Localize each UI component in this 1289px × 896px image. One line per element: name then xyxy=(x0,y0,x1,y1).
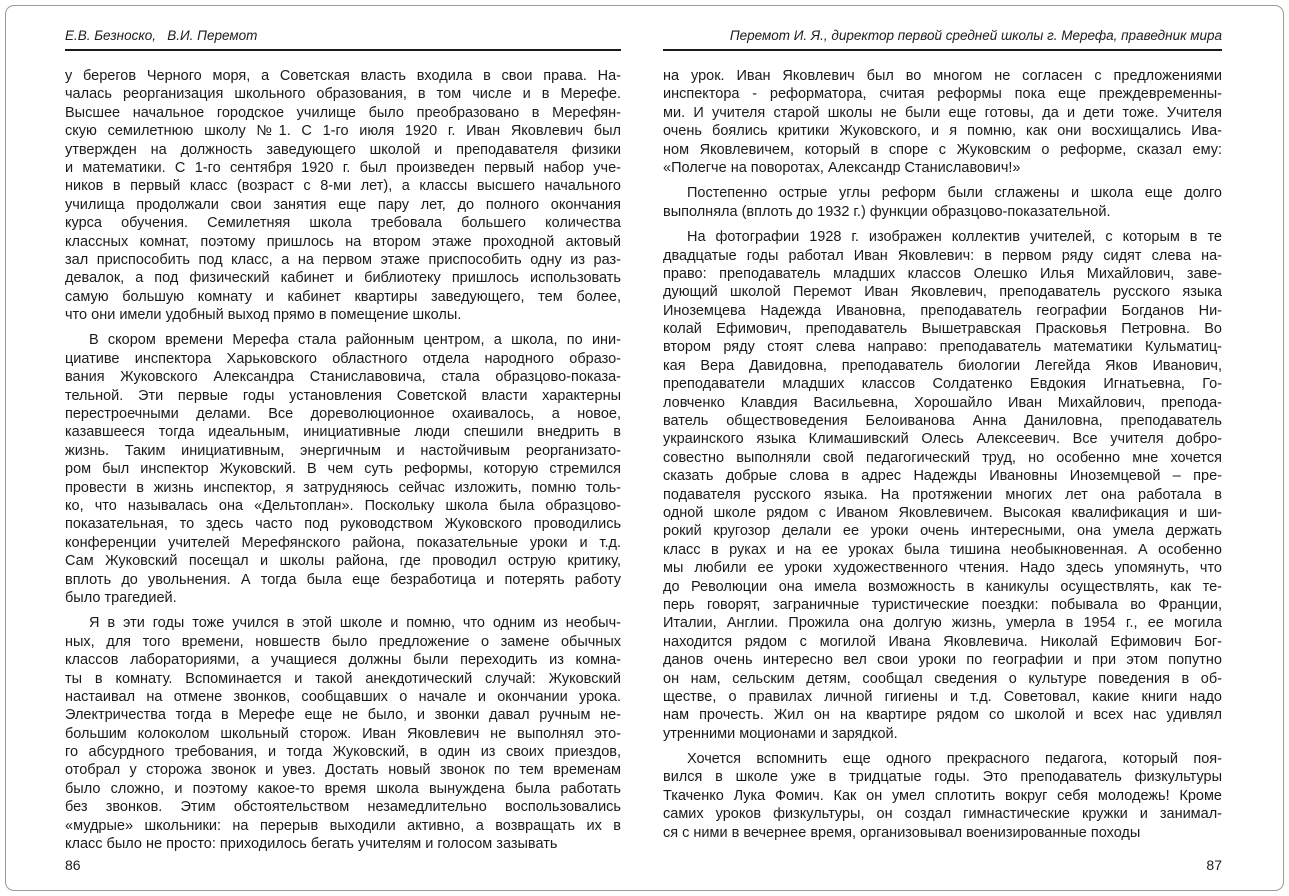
text-line: находится рядом с могилой Ивана Яковлевича. Николай Ефимович Бог- xyxy=(663,633,1222,650)
text-line: скую семилетнюю школу №1. С 1-го июля 1920 г. Иван Яковлевич был xyxy=(65,123,621,140)
paragraph xyxy=(663,750,1222,842)
text-line: «мудрые» школьники: на перерыв выходили активно, а возвращать их в xyxy=(65,817,621,834)
text-line: перь говорят, заграничные туристические поездки: побывала во Франции, xyxy=(663,596,1222,613)
text-line: ми. И учителя старой школы не были еще готовы, да и дети тоже. Учителя xyxy=(663,104,1222,121)
text-line: инспектора - реформатора, считая реформы пока еще преждевременны- xyxy=(663,86,1222,103)
text-line: кая Вера Давидовна, преподаватель биологии Легейда Яков Иванович, xyxy=(663,357,1222,374)
text-line: право: преподаватель младших классов Олешко Илья Михайлович, заве- xyxy=(663,265,1222,282)
text-line: подавателя русского языка. На протяжении многих лет она работала в xyxy=(663,486,1222,503)
text-line: Высшее начальное городское училище было преобразовано в Мерефян- xyxy=(65,104,621,121)
text-line: колай Ефимович, преподаватель Вышетравская Прасковья Петровна. Во xyxy=(663,321,1222,338)
text-line: было трагедией. xyxy=(65,589,177,606)
text-line: жизнь. Таким инициативным, энергичным и настойчивым реорганизато- xyxy=(65,442,621,459)
text-line: Постепенно острые углы реформ были сглажены и школа еще долго xyxy=(687,185,1222,202)
text-line: Сам Жуковский посещал и школы района, где проводил острую критику, xyxy=(65,553,621,570)
header-rule-right xyxy=(663,49,1222,51)
text-line: ников в первый класс (возраст с 8-ми лет), а классы высшего начального xyxy=(65,178,621,195)
text-line: ся с ними в вечернее время, организовывал военизированные походы xyxy=(663,824,1141,841)
text-line: класс было не просто: приходилось бегать учителям и голосом зазывать xyxy=(65,836,558,853)
running-head-left: Е.В. Безноско, В.И. Перемот xyxy=(65,28,258,43)
text-line: тельной. Эти первые годы установления Советской власти характерны xyxy=(65,387,621,404)
header-rule-left xyxy=(65,49,621,51)
page-right-body xyxy=(663,67,1222,842)
text-line: втором ряду стоят слева направо: преподаватель математики Кульматиц- xyxy=(663,339,1222,356)
text-line: очень боялись критики Жуковского, и я помню, как они восхищались Ива- xyxy=(663,123,1222,140)
text-line: совестно выполняли свой педагогический труд, но особенно мне хочется xyxy=(663,449,1222,466)
paragraph xyxy=(65,331,621,607)
text-line: ром был инспектор Жуковский. В чем суть реформы, которую стремился xyxy=(65,461,621,478)
text-line: На фотографии 1928 г. изображен коллектив учителей, с которым в те xyxy=(687,229,1222,246)
text-line: и математики. С 1-го сентября 1920 г. был произведен первый набор уче- xyxy=(65,159,621,176)
text-line: перестроечными делами. Все дореволюционное охаивалось, а новое, xyxy=(65,406,621,423)
text-line: вплоть до увольнения. А тогда была еще безработица и потерять работу xyxy=(65,571,621,588)
text-line: Я в эти годы тоже учился в этой школе и помню, что одним из необыч- xyxy=(89,615,621,632)
paragraph xyxy=(663,67,1222,177)
text-line: дующий школой Перемот Иван Яковлевич, преподаватель русского языка xyxy=(663,284,1222,301)
paragraph xyxy=(663,228,1222,743)
text-line: у берегов Черного моря, а Советская власть входила в свои права. На- xyxy=(65,68,621,84)
text-line: казавшееся тогда идеальным, инициативные люди спешили внедрить в xyxy=(65,424,621,441)
text-line: на урок. Иван Яковлевич был во многом не согласен с предложениями xyxy=(663,68,1222,84)
text-line: самую большую комнату и кабинет квартиры заведующего, тем более, xyxy=(65,288,621,305)
text-line: настаивал на отмене звонков, сообщавших о начале и окончании урока. xyxy=(65,688,621,705)
text-line: преподаватели младших классов Солдатенко Евдокия Игнатьевна, Го- xyxy=(663,376,1222,393)
text-line: Хочется вспомнить еще одного прекрасного педагога, который поя- xyxy=(687,751,1222,768)
text-line: большим колоколом школьный сторож. Иван Яковлевич не выполнял это- xyxy=(65,725,621,742)
page-left-body xyxy=(65,67,621,853)
text-line: данов очень интересно вел свои уроки по географии и при этом попутно xyxy=(663,652,1222,669)
text-line: рокий кругозор делали ее уроки очень интересными, она умела держать xyxy=(663,523,1222,540)
text-line: курса обучения. Семилетняя школа требовала большего количества xyxy=(65,215,621,232)
text-line: украинского языка Климашивский Олесь Алексеевич. Все учителя добро- xyxy=(663,431,1222,448)
text-line: ко, что называлась она «Дельтоплан». Поскольку школа была образцово- xyxy=(65,497,621,514)
paragraph xyxy=(65,614,621,853)
text-line: чалась реорганизация школьного образования, в том числе и в Мерефе. xyxy=(65,86,621,103)
text-line: девалок, а под физический кабинет и библиотеку пришлось использовать xyxy=(65,270,621,287)
text-line: утренними моционами и зарядкой. xyxy=(663,725,898,742)
text-line: Электричества тогда в Мерефе еще не было, и звонки давал ручным не- xyxy=(65,707,621,724)
text-line: Ткаченко Лука Фомич. Как он умел сплотить вокруг себя молодежь! Кроме xyxy=(663,787,1222,804)
paragraph xyxy=(65,67,621,324)
page-number-right: 87 xyxy=(1206,857,1222,873)
text-line: вился в школе уже в тридцатые годы. Это преподаватель физкультуры xyxy=(663,769,1222,786)
text-line: класс в руках и на ее уроках была тишина необыкновенная. А особенно xyxy=(663,541,1222,558)
text-line: одной школе рядом с Иваном Яковлевичем. Высокая квалификация и ши- xyxy=(663,504,1222,521)
text-line: провести в жизнь инспектор, я затрудняюсь сейчас изложить, помню толь- xyxy=(65,479,621,496)
text-line: ловченко Клавдия Васильевна, Хорошайло Иван Михайлович, препода- xyxy=(663,394,1222,411)
text-line: что они имели удобный выход прямо в помещение школы. xyxy=(65,307,462,324)
text-line: «Полегче на поворотах, Александр Станиславович!» xyxy=(663,159,1021,176)
text-line: классных комнат, поэтому пришлось на втором этаже проходной актовый xyxy=(65,233,621,250)
text-line: Иноземцева Надежда Ивановна, преподаватель географии Богданов Ни- xyxy=(663,302,1222,319)
text-line: го абсурдного требования, и тогда Жуковский, в один из своих приездов, xyxy=(65,744,621,761)
text-line: училища продолжали свои занятия еще пару лет, до полного окончания xyxy=(65,196,621,213)
text-line: самих уроков физкультуры, он создал гимнастические кружки и занимал- xyxy=(663,806,1222,823)
text-line: мы любили ее уроки художественного чтения. Надо здесь упомянуть, что xyxy=(663,560,1222,577)
text-line: ном Яковлевичем, который в споре с Жуковским о реформе, сказал ему: xyxy=(663,141,1222,158)
text-line: Италии, Англии. Прожила она долгую жизнь, умерла в 1954 г., ее могила xyxy=(663,615,1222,632)
text-line: ты в комнату. Вспоминается и такой анекдотический случай: Жуковский xyxy=(65,670,621,687)
text-line: без звонков. Этим обстоятельством незамедлительно воспользовались xyxy=(65,799,621,816)
text-line: сказать добрые слова в адрес Надежды Ивановны Иноземцевой – пре- xyxy=(663,468,1222,485)
text-line: нам прочесть. Жил он на квартире рядом со школой и всех нас удивлял xyxy=(663,707,1222,724)
text-line: показательная, то здесь часто под руководством Жуковского проводились xyxy=(65,516,621,533)
text-line: утвержден на должность заведующего школой и преподавателя физики xyxy=(65,141,621,158)
text-line: вания Жуковского Александра Станиславовича, стала образцово-показа- xyxy=(65,369,621,386)
text-line: двадцатые годы работал Иван Яковлевич: в первом ряду сидят слева на- xyxy=(663,247,1222,264)
text-line: отобрал у сторожа звонок и увез. Достать новый звонок по тем временам xyxy=(65,762,621,779)
text-line: ществе, о правилах личной гигиены и т.д. Советовал, какие книги надо xyxy=(663,688,1222,705)
text-line: ватель обществоведения Белоиванова Анна Даниловна, преподаватель xyxy=(663,413,1222,430)
text-line: до Революции она имела возможность в каникулы осуществлять, как те- xyxy=(663,578,1222,595)
text-line: ных, для того времени, новшеств было предложение о замене обычных xyxy=(65,633,621,650)
page-number-left: 86 xyxy=(65,857,81,873)
text-line: он нам, сельским детям, сообщал сведения о культуре поведения в об- xyxy=(663,670,1222,687)
running-head-right: Перемот И. Я., директор первой средней школы г. Мерефа, праведник мира xyxy=(729,28,1222,43)
text-line: циативе инспектора Харьковского областного отдела народного образо- xyxy=(65,350,621,367)
text-line: конференции учителей Мерефянского района, показательные уроки и т.д. xyxy=(65,534,621,551)
text-line: выполняла (вплоть до 1932 г.) функции образцово-показательной. xyxy=(663,203,1111,220)
text-line: В скором времени Мерефа стала районным центром, а школа, по ини- xyxy=(89,332,621,349)
text-line: было сложно, и поэтому какое-то время школа вынуждена была работать xyxy=(65,780,621,797)
paragraph xyxy=(663,184,1222,221)
text-line: классов лабораториями, а учащиеся должны были переходить из комна- xyxy=(65,652,621,669)
text-line: зал приспособить под класс, а на первом этаже приспособить одну из раз- xyxy=(65,251,621,268)
